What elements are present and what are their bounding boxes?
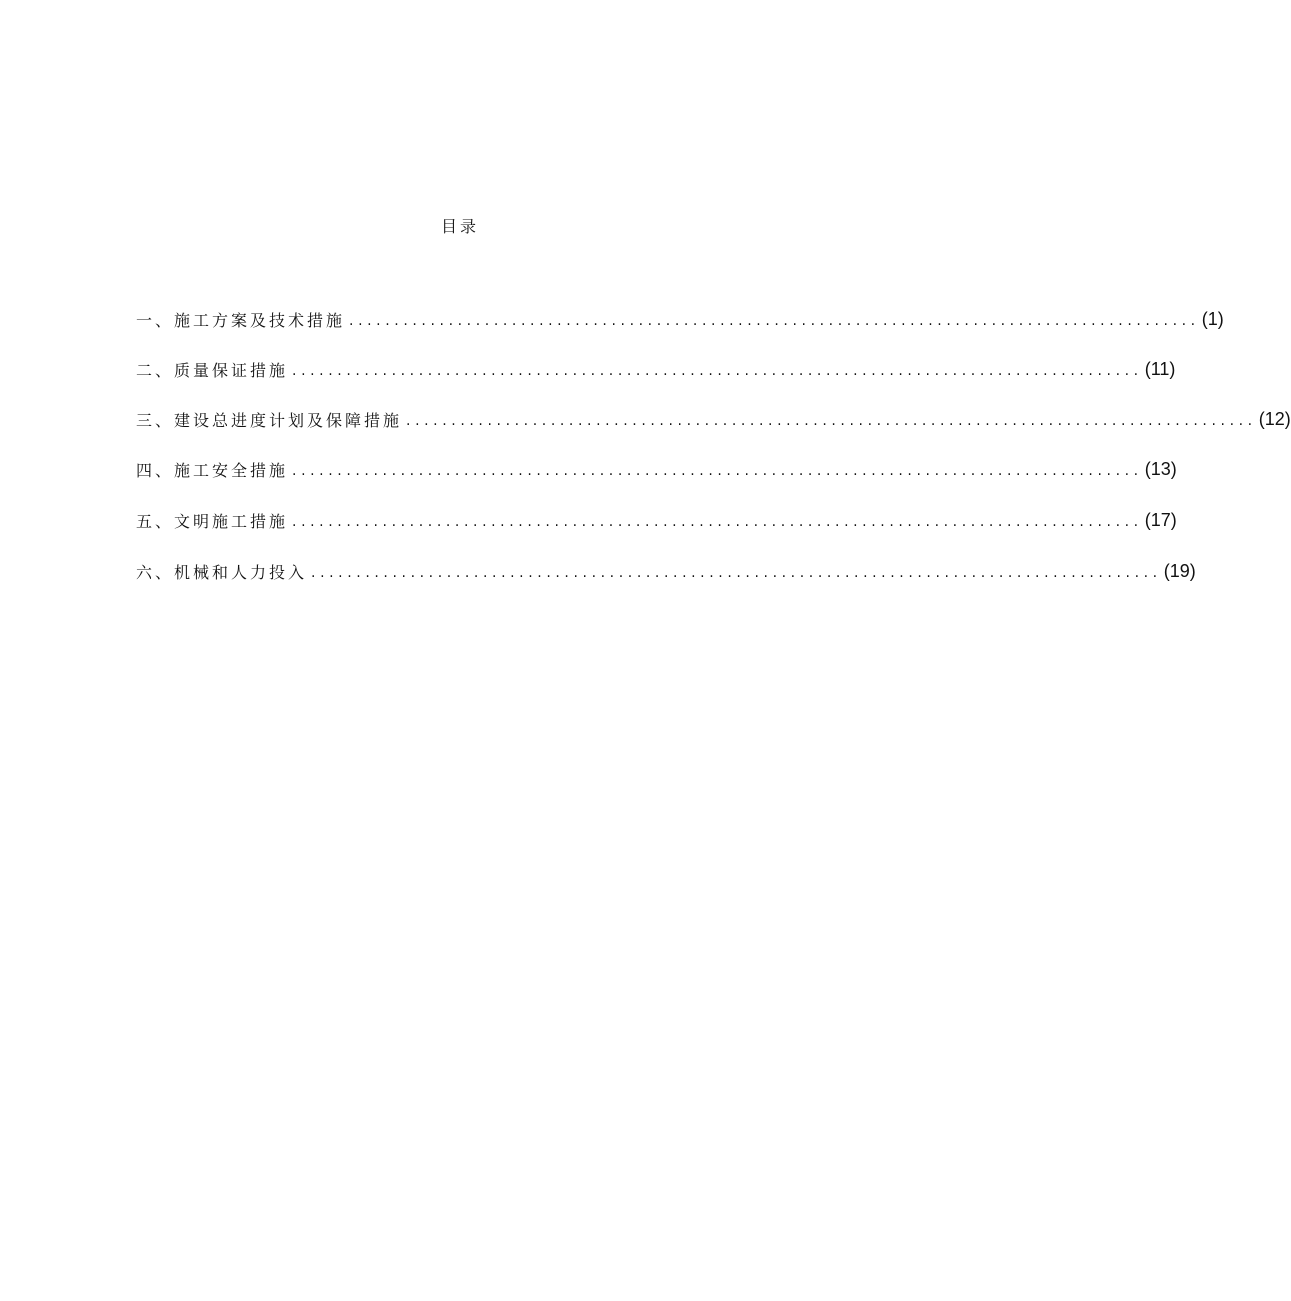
toc-entry-page: (19) (1163, 560, 1196, 581)
toc-entry-label: 二、质量保证措施 (136, 360, 289, 380)
toc-entry[interactable] (136, 307, 1224, 331)
toc-entry-label: 三、建设总进度计划及保障措施 (136, 410, 403, 430)
toc-entry-label: 四、施工安全措施 (136, 460, 289, 480)
toc-entry[interactable] (136, 407, 1291, 431)
toc-entry-label: 五、文明施工措施 (136, 511, 289, 531)
toc-dot-leader: .............................................................................................. (292, 514, 1143, 530)
toc-entry-page: (1) (1201, 308, 1224, 329)
toc-dot-leader: .............................................................................................. (349, 313, 1200, 329)
toc-entry[interactable] (136, 357, 1176, 381)
toc-entry[interactable] (136, 559, 1196, 583)
toc-entry-label: 一、施工方案及技术措施 (136, 310, 346, 330)
toc-entry-page: (12) (1258, 408, 1291, 429)
toc-entry-label: 六、机械和人力投入 (136, 562, 308, 582)
toc-entry-page: (17) (1144, 509, 1177, 530)
toc-entry[interactable] (136, 457, 1177, 481)
toc-entry-page: (11) (1144, 358, 1176, 379)
toc-dot-leader: .............................................................................................. (292, 463, 1143, 479)
toc-title: 目录 (440, 217, 479, 236)
toc-dot-leader: .............................................................................................. (292, 363, 1143, 379)
toc-entry-page: (13) (1144, 458, 1177, 479)
toc-dot-leader: .............................................................................................. (311, 565, 1162, 581)
toc-dot-leader: .............................................................................................. (406, 413, 1257, 429)
toc-entry[interactable] (136, 508, 1177, 532)
